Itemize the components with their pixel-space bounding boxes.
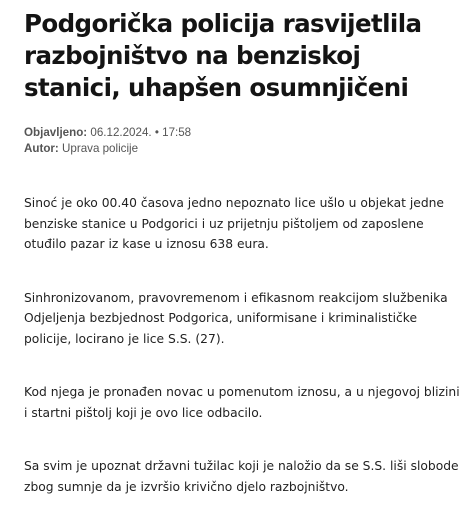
paragraph-2: Sinhronizovanom, pravovremenom i efikasnom reakcijom službenika Odjeljenja bezbjednost Podgorica, uniformisane i kriminalističke policije, locirano je lice S.S. (27). <box>24 290 448 346</box>
article-body <box>24 193 464 497</box>
article-title: Podgorička policija rasvijetlila razbojništvo na benziskoj stanici, uhapšen osumnjičeni <box>24 9 422 102</box>
paragraph-3: Kod njega je pronađen novac u pomenutom iznosu, a u njegovoj blizini i startni pištolj koji je ovo lice odbacilo. <box>24 385 460 420</box>
published-label: Objavljeno: <box>24 126 88 139</box>
author-label: Autor: <box>24 142 59 155</box>
published-line <box>24 125 464 141</box>
article-meta <box>24 125 464 157</box>
paragraph-1: Sinoć je oko 00.40 časova jedno nepoznato lice ušlo u objekat jedne benziske stanice u Podgorici i uz prijetnju pištoljem od zaposlene otuđilo pazar iz kase u iznosu 638 eura. <box>24 196 444 251</box>
article <box>24 8 464 530</box>
author-line <box>24 141 464 157</box>
published-date: 06.12.2024. • 17:58 <box>90 126 192 139</box>
author-name: Uprava policije <box>62 142 139 155</box>
paragraph-4: Sa svim je upoznat državni tužilac koji je naložio da se S.S. liši slobode zbog sumnje da je izvršio krivično djelo razbojništvo. <box>24 459 459 494</box>
